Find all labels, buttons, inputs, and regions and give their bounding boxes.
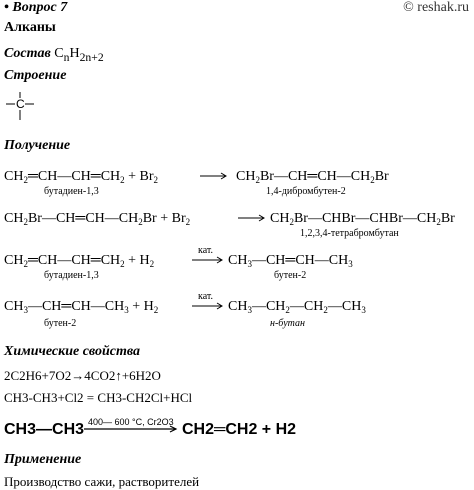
reaction-1-product: $CH_2Br—CH═CH—CH_2Br$ (236, 169, 389, 185)
reaction-3-reactant-name: бутадиен-1,3 (44, 270, 99, 281)
question-number: • Вопрос 7 (4, 0, 68, 15)
reaction-3-product: $CH_3—CH═CH—CH_3$ (228, 253, 353, 269)
reaction-1-product-name: 1,4-дибромбутен-2 (266, 186, 346, 197)
reaction-2-product: $CH_2Br—CHBr—CHBr—CH_2Br$ (270, 211, 455, 227)
reaction-2-reactants: $CH_2Br—CH═CH—CH_2Br + Br_2$ (4, 211, 191, 227)
composition-line (4, 46, 104, 64)
reaction-3 (4, 244, 470, 282)
reaction-3-product-name: бутен-2 (274, 270, 307, 281)
site-watermark: © reshak.ru (403, 0, 469, 15)
general-formula: $C_nH_{2n+2}$ (54, 46, 104, 64)
dehydrogenation-equation (4, 414, 470, 440)
reaction-1 (4, 162, 470, 198)
section-alkanes: Алканы (4, 20, 56, 35)
reaction-4-reactants: $CH_3—CH═CH—CH_3 + H_2$ (4, 299, 159, 315)
reaction-4-product-name: н-бутан (270, 318, 305, 329)
reaction-2-product-name: 1,2,3,4-тетрабромбутан (300, 228, 399, 239)
dehydrogenation-product: CH2═CH2 + H2 (182, 421, 297, 438)
composition-label: Состав (4, 46, 51, 61)
reaction-1-reactants: $CH_2═CH—CH═CH_2 + Br_2$ (4, 169, 159, 185)
reaction-4-reactant-name: бутен-2 (44, 318, 77, 329)
section-application: Применение (4, 452, 82, 467)
reaction-3-reactants: $CH_2═CH—CH═CH_2 + H_2$ (4, 253, 155, 269)
property-line-2: CH3-CH3+Cl2 = CH3-CH2Cl+HCl (4, 390, 193, 405)
property-line-1: 2C2H6+7O2→4CO2↑+6H2O (4, 368, 161, 383)
dehydrogenation-condition: 400— 600 °C, Cr2O3 (88, 417, 174, 427)
reaction-3-catalyst: кат. (198, 245, 214, 256)
reaction-4-catalyst: кат. (198, 291, 214, 302)
section-preparation: Получение (4, 138, 71, 153)
dehydrogenation-reactant: CH3—CH3 (4, 421, 85, 438)
section-chemical-properties: Химические свойства (4, 344, 141, 359)
reaction-4-product: $CH_3—CH_2—CH_2—CH_3$ (228, 299, 366, 315)
reaction-4 (4, 290, 470, 330)
svg-text:C: C (16, 97, 25, 111)
section-structure: Строение (4, 68, 67, 83)
reaction-1-reactant-name: бутадиен-1,3 (44, 186, 99, 197)
reaction-2 (4, 204, 470, 240)
carbon-structure-diagram (4, 92, 44, 122)
application-text: Производство сажи, растворителей (4, 474, 200, 489)
